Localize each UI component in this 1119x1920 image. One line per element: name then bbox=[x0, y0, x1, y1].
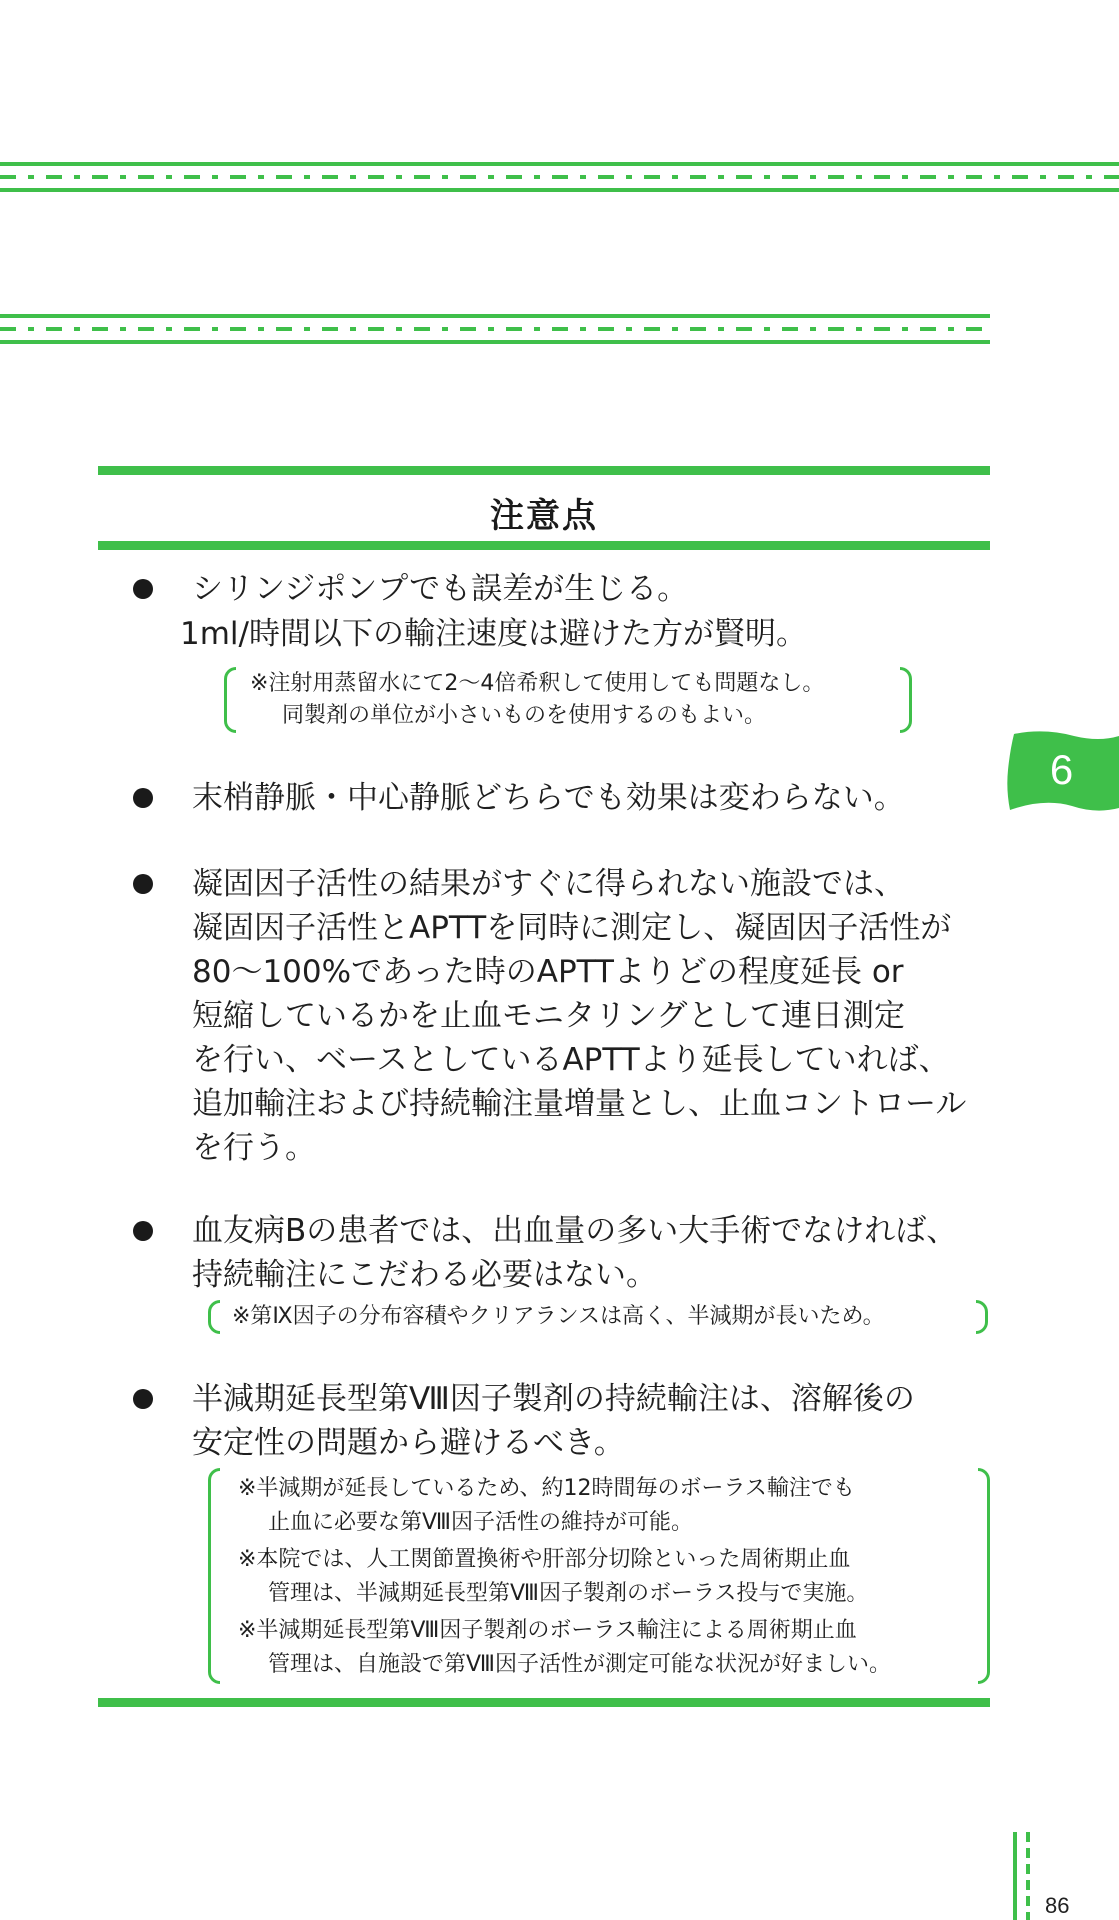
item-3-line-3: 80～100%であった時のAPTTよりどの程度延長 or bbox=[192, 954, 904, 990]
bullet-icon bbox=[133, 579, 153, 599]
item-3-line-4: 短縮しているかを止血モニタリングとして連日測定 bbox=[192, 998, 905, 1034]
page-number-rule bbox=[1013, 1832, 1017, 1920]
note-bracket-left bbox=[208, 1468, 220, 1684]
item-5-line-1: 半減期延長型第Ⅷ因子製剤の持続輸注は、溶解後の bbox=[192, 1381, 915, 1417]
page-number-rule-dashed bbox=[1026, 1832, 1030, 1920]
item-3-line-7: を行う。 bbox=[192, 1130, 316, 1166]
bullet-icon bbox=[133, 788, 153, 808]
item-1-line-1: シリンジポンプでも誤差が生じる。 bbox=[192, 571, 689, 607]
item-5-line-2: 安定性の問題から避けるべき。 bbox=[192, 1425, 625, 1461]
bullet-icon bbox=[133, 874, 153, 894]
section-top-rule bbox=[98, 466, 990, 475]
item-1-note-2: 同製剤の単位が小さいものを使用するのもよい。 bbox=[282, 703, 767, 728]
item-3-line-1: 凝固因子活性の結果がすぐに得られない施設では、 bbox=[192, 866, 905, 902]
item-5-note-2: 止血に必要な第Ⅷ因子活性の維持が可能。 bbox=[268, 1510, 693, 1535]
decorative-rail-middle bbox=[0, 314, 990, 344]
item-5-note-6: 管理は、自施設で第Ⅷ因子活性が測定可能な状況が好ましい。 bbox=[268, 1652, 891, 1677]
item-1-note-1: ※注射用蒸留水にて2～4倍希釈して使用しても問題なし。 bbox=[250, 671, 825, 696]
page-number: 86 bbox=[1045, 1893, 1070, 1918]
note-bracket-left bbox=[224, 667, 236, 733]
section-title: 注意点 bbox=[490, 496, 598, 536]
item-5-note-5: ※半減期延長型第Ⅷ因子製剤のボーラス輸注による周術期止血 bbox=[238, 1618, 857, 1643]
chapter-number: 6 bbox=[1049, 746, 1074, 793]
item-3-line-2: 凝固因子活性とAPTTを同時に測定し、凝固因子活性が bbox=[192, 910, 952, 946]
item-5-note-3: ※本院では、人工関節置換術や肝部分切除といった周術期止血 bbox=[238, 1547, 851, 1572]
item-4-line-2: 持続輸注にこだわる必要はない。 bbox=[192, 1257, 657, 1293]
note-bracket-right bbox=[976, 1300, 988, 1334]
item-4-line-1: 血友病Bの患者では、出血量の多い大手術でなければ、 bbox=[192, 1213, 958, 1249]
item-2-line-1: 末梢静脈・中心静脈どちらでも効果は変わらない。 bbox=[192, 780, 905, 816]
note-bracket-left bbox=[208, 1300, 220, 1334]
decorative-rail-top bbox=[0, 162, 1119, 192]
note-bracket-right bbox=[900, 667, 912, 733]
bullet-icon bbox=[133, 1221, 153, 1241]
chapter-tab bbox=[1004, 730, 1119, 812]
item-5-note-1: ※半減期が延長しているため、約12時間毎のボーラス輸注でも bbox=[238, 1476, 855, 1501]
section-bottom-rule bbox=[98, 1698, 990, 1707]
item-3-line-5: を行い、ベースとしているAPTTより延長していれば、 bbox=[192, 1042, 950, 1078]
item-3-line-6: 追加輸注および持続輸注量増量とし、止血コントロール bbox=[192, 1086, 967, 1122]
item-4-note-1: ※第Ⅸ因子の分布容積やクリアランスは高く、半減期が長いため。 bbox=[232, 1304, 885, 1329]
item-5-note-4: 管理は、半減期延長型第Ⅷ因子製剤のボーラス投与で実施。 bbox=[268, 1581, 869, 1606]
bullet-icon bbox=[133, 1389, 153, 1409]
note-bracket-right bbox=[978, 1468, 990, 1684]
section-header-rule bbox=[98, 541, 990, 550]
item-1-line-2: 1ml/時間以下の輸注速度は避けた方が賢明。 bbox=[180, 616, 807, 652]
